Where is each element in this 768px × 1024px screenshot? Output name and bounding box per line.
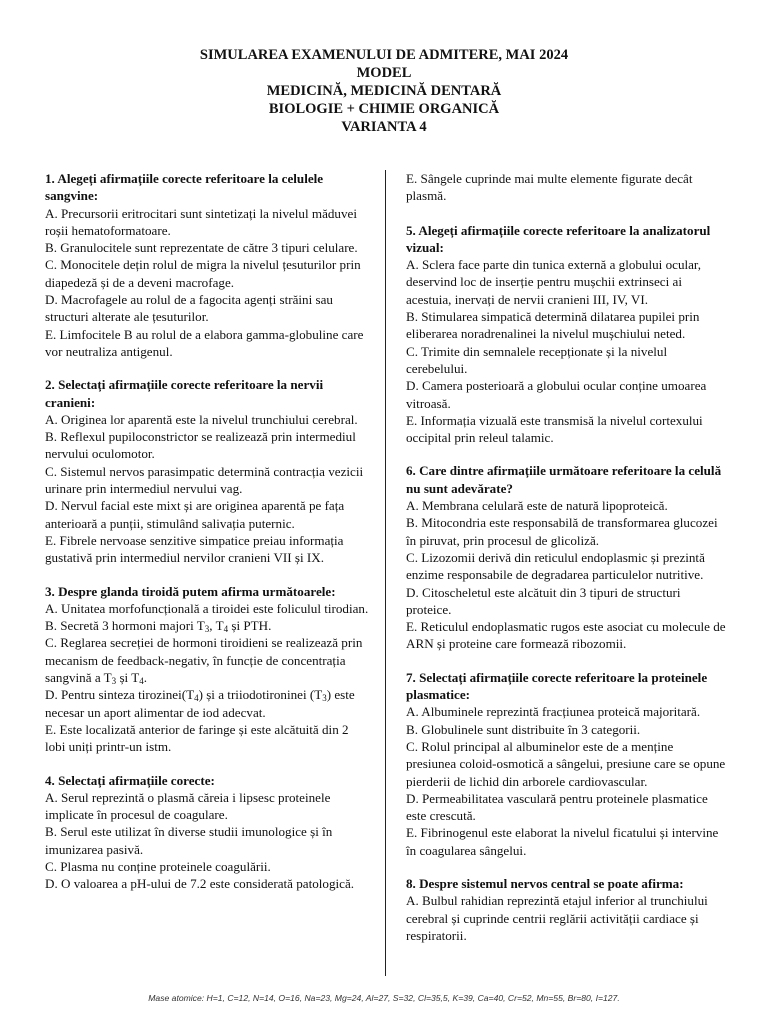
- question-7-option-b: B. Globulinele sunt distribuite în 3 categorii.: [406, 721, 641, 737]
- left-column: [45, 170, 370, 909]
- question-4-option-a: A. Serul reprezintă o plasmă căreia i lipsesc proteinele implicate în procesul de coagulare.: [45, 789, 331, 823]
- question-4: [45, 772, 370, 893]
- question-3-option-c: C. Reglarea secreției de hormoni tiroidieni se realizează prin mecanism de feedback-negativ, în funcție de concentrația sangvină a $T_3$ și $T_4$.: [45, 635, 363, 687]
- question-5-title: 5. Alegeți afirmațiile corecte referitoare la analizatorul vizual:: [406, 222, 711, 255]
- atomic-masses-footer: Mase atomice: H=1, C=12, N=14, O=16, Na=23, Mg=24, Al=27, S=32, Cl=35,5, K=39, Ca=40, Cr=52, Mn=55, Br=80, I=127.: [148, 993, 620, 1003]
- header-title: SIMULAREA EXAMENULUI DE ADMITERE, MAI 2024: [199, 47, 569, 63]
- question-4-option-b: B. Serul este utilizat în diverse studii imunologice și în imunizarea pasivă.: [45, 824, 333, 857]
- question-1-option-e: E. Limfocitele B au rolul de a elabora gamma-globuline care vor neutraliza antigenul.: [45, 326, 364, 359]
- question-3-option-b: B. Secretă 3 hormoni majori $T_3$, $T_4$ și PTH.: [45, 618, 272, 635]
- question-6-option-c: C. Lizozomii derivă din reticulul endoplasmic și prezintă enzime responsabile de degradarea particulelor nutritive.: [406, 549, 705, 583]
- question-6-option-e: E. Reticulul endoplasmatic rugos este asociat cu molecule de ARN și proteine care formează ribozomii.: [406, 619, 726, 652]
- header-specialization: MEDICINĂ, MEDICINĂ DENTARĂ: [266, 83, 502, 99]
- header-subjects: BIOLOGIE + CHIMIE ORGANICĂ: [268, 101, 500, 117]
- question-3-option-d: D. Pentru sinteza $tirozinei(T_4)$ și a triiodotironinei $(T_3)$ este necesar un aport alimentar de iod adecvat.: [45, 687, 355, 720]
- right-column: [406, 170, 726, 960]
- question-6-option-d: D. Citoscheletul este alcătuit din 3 tipuri de structuri proteice.: [406, 584, 681, 617]
- question-5-option-b: B. Stimularea simpatică determină dilatarea pupilei prin eliberarea noradrenalinei la nivelul mușchiului neted.: [406, 309, 700, 342]
- question-5: [406, 222, 726, 447]
- question-1-option-a: A. Precursorii eritrocitari sunt sintetizați la nivelul măduvei roșii hematoformatoare.: [45, 205, 357, 238]
- question-2-option-b: B. Reflexul pupiloconstrictor se realizează prin intermediul nervului oculomotor.: [45, 429, 356, 462]
- question-2-option-a: A. Originea lor aparentă este la nivelul trunchiului cerebral.: [45, 411, 358, 427]
- question-2-option-d: D. Nervul facial este mixt și are originea aparentă pe fața anterioară a punții, stimulând salivația puternic.: [45, 498, 345, 531]
- question-5-option-e: E. Informația vizuală este transmisă la nivelul cortexului occipital prin releul talamic.: [406, 412, 703, 446]
- question-2: [45, 376, 370, 566]
- column-divider: [385, 170, 386, 976]
- question-6-option-a: A. Membrana celulară este de natură lipoproteică.: [406, 498, 668, 514]
- question-7-option-c: C. Rolul principal al albuminelor este de a menține presiunea coloid-osmotică a sângelui, presiune care se opune pierderii de lichid din arborele cardiovascular.: [406, 738, 726, 789]
- question-5-option-d: D. Camera posterioară a globului ocular conține umoarea vitroasă.: [406, 378, 707, 411]
- question-7-option-a: A. Albuminele reprezintă fracțiunea proteică majoritară.: [406, 704, 701, 720]
- question-7-option-d: D. Permeabilitatea vasculară pentru proteinele plasmatice este crescută.: [406, 790, 708, 824]
- question-4-option-e: E. Sângele cuprinde mai multe elemente figurate decât plasmă.: [406, 171, 693, 204]
- question-8-option-a: A. Bulbul rahidian reprezintă etajul inferior al trunchiului cerebral și cuprinde centrii reglării activității cardiace și respiratorii.: [406, 893, 708, 943]
- question-5-option-a: A. Sclera face parte din tunica externă a globului ocular, deservind loc de inserție pentru mușchii extrinseci ai acestuia, inervați de nervii cranieni III, IV, VI.: [406, 257, 702, 307]
- question-7-title: 7. Selectați afirmațiile corecte referitoare la proteinele plasmatice:: [406, 669, 708, 703]
- question-3-option-e: E. Este localizată anterior de faringe și este alcătuită din 2 lobi uniți printr-un istm.: [45, 721, 349, 755]
- question-6-title: 6. Care dintre afirmațiile următoare referitoare la celulă nu sunt adevărate?: [406, 463, 722, 496]
- question-1-option-b: B. Granulocitele sunt reprezentate de către 3 tipuri celulare.: [45, 240, 358, 256]
- header-model: MODEL: [356, 65, 412, 81]
- question-8: [406, 875, 726, 944]
- document-header: [0, 46, 768, 136]
- question-3-title: 3. Despre glanda tiroidă putem afirma următoarele:: [45, 583, 336, 599]
- question-1-title: 1. Alegeți afirmațiile corecte referitoare la celulele sangvine:: [45, 171, 324, 204]
- question-1-option-c: C. Monocitele dețin rolul de migra la nivelul țesuturilor prin diapedeză și de a deveni macrofage.: [45, 257, 361, 290]
- question-6-option-b: B. Mitocondria este responsabilă de transformarea glucozei în piruvat, prin procesul de glicoliză.: [406, 515, 718, 548]
- header-variant: VARIANTA 4: [341, 119, 427, 135]
- question-4-option-c: C. Plasma nu conține proteinele coagulării.: [45, 858, 271, 874]
- question-1: [45, 170, 370, 360]
- question-1-option-d: D. Macrofagele au rolul de a fagocita agenți străini sau structuri alterate ale țesuturilor.: [45, 292, 333, 325]
- question-2-option-e: E. Fibrele nervoase senzitive simpatice preiau informația gustativă prin intermediul nervilor cranieni VII și IX.: [45, 532, 344, 566]
- question-4-title: 4. Selectați afirmațiile corecte:: [45, 772, 215, 788]
- question-8-title: 8. Despre sistemul nervos central se poate afirma:: [406, 875, 684, 891]
- question-5-option-c: C. Trimite din semnalele recepționate și la nivelul cerebelului.: [406, 343, 668, 376]
- question-4-option-d: D. O valoarea a pH-ului de 7.2 este considerată patologică.: [45, 876, 355, 892]
- question-2-option-c: C. Sistemul nervos parasimpatic determină contracția vezicii urinare prin intermediul nervului vag.: [45, 463, 364, 497]
- question-6: [406, 462, 726, 652]
- question-7: [406, 669, 726, 859]
- question-7-option-e: E. Fibrinogenul este elaborat la nivelul ficatului și intervine în coagularea sângelui.: [406, 825, 719, 858]
- question-2-title: 2. Selectați afirmațiile corecte referitoare la nervii cranieni:: [45, 377, 324, 410]
- question-3-option-a: A. Unitatea morfofuncțională a tiroidei este foliculul tirodian.: [45, 600, 369, 616]
- question-3: [45, 583, 370, 756]
